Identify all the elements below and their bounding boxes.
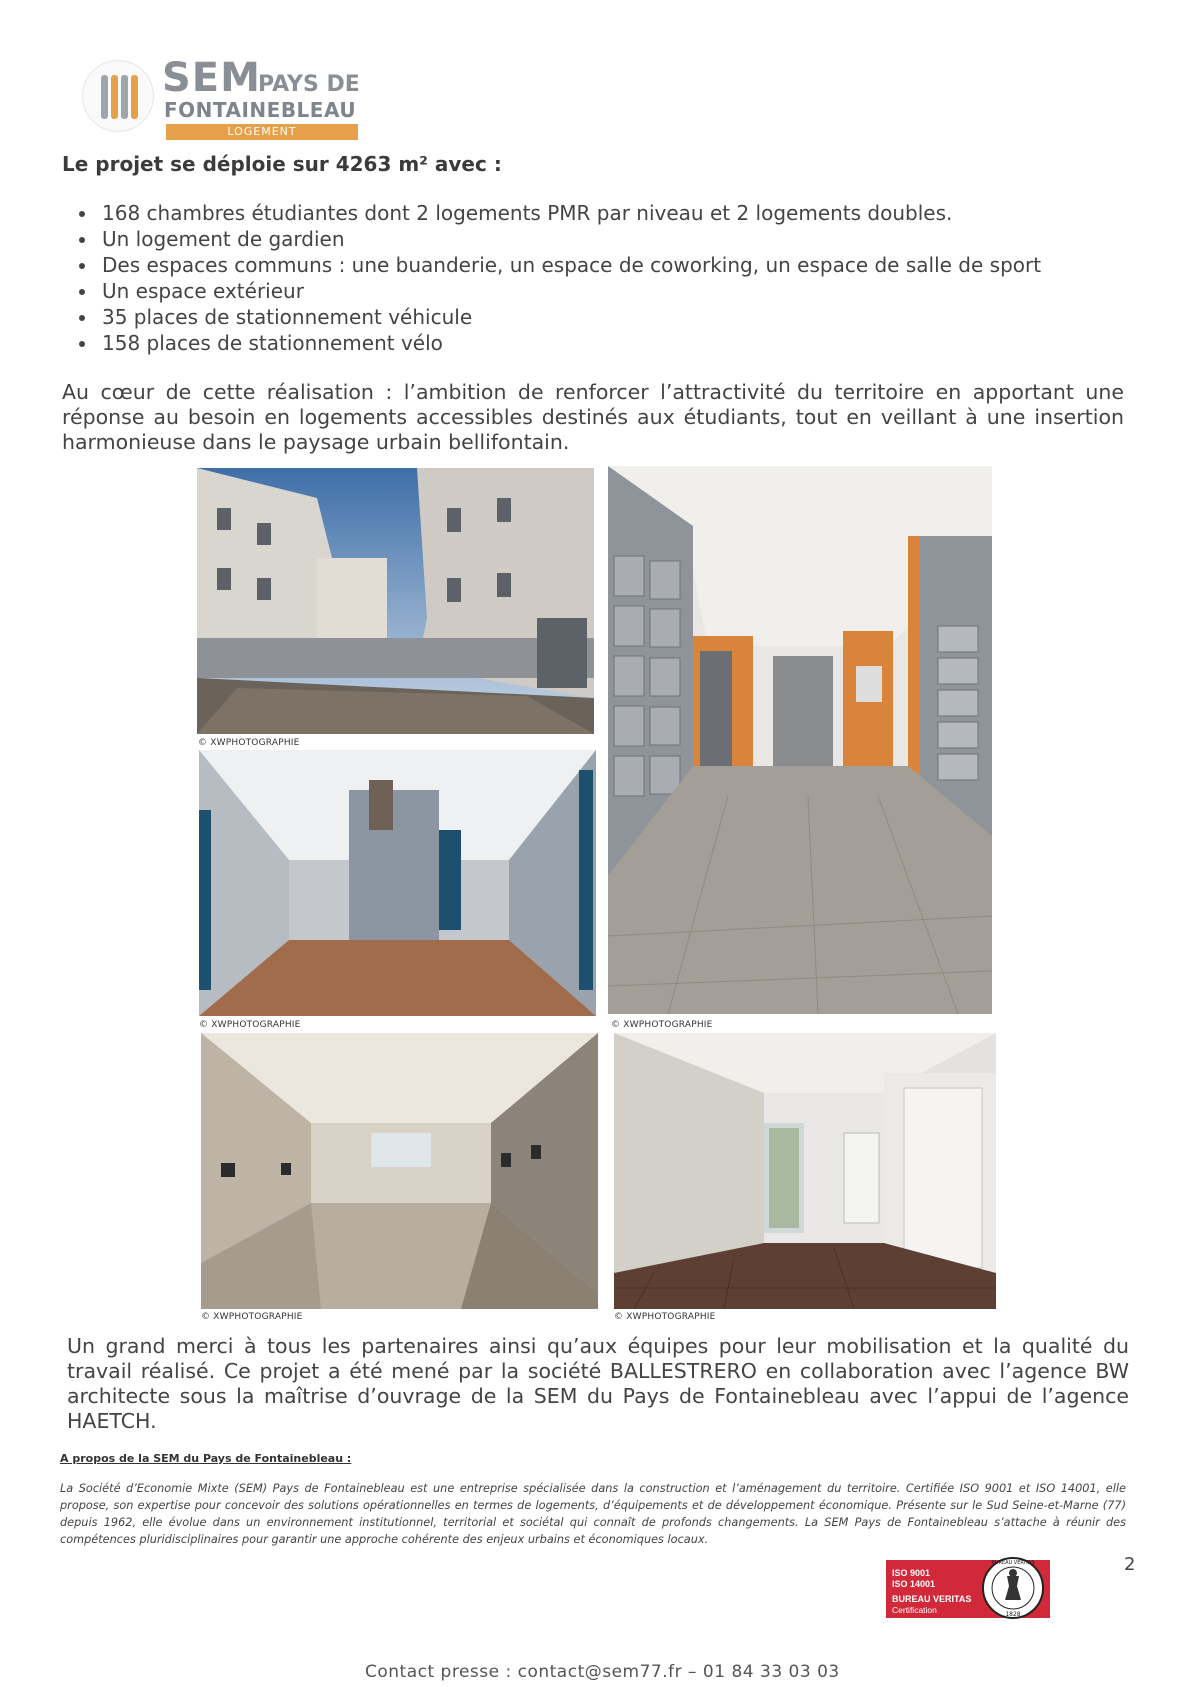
ambition-paragraph: Au cœur de cette réalisation : l’ambition de renforcer l’attractivité du territoire en apportant une réponse au besoin en logements accessibles destinés aux étudiants, tout en veillant à une insertion harmonieuse dans le paysage urbain bellifontain. [62, 380, 1124, 454]
logo-logement-band: LOGEMENT [166, 124, 358, 140]
logo-sem-text: SEM [162, 55, 261, 101]
section-heading: Le projet se déploie sur 4263 m² avec : [62, 152, 502, 176]
corridor-photo [199, 750, 596, 1016]
list-item: • 158 places de stationnement vélo [98, 330, 1158, 356]
logo-pays-text: PAYS DE [258, 72, 360, 97]
badge-bureau-veritas: BUREAU VERITAS [892, 1594, 972, 1604]
list-item: • Un espace extérieur [98, 278, 1158, 304]
photo-credit: © XWPHOTOGRAPHIE [614, 1312, 716, 1322]
photo-credit: © XWPHOTOGRAPHIE [611, 1020, 713, 1030]
photo-credit: © XWPHOTOGRAPHIE [198, 738, 300, 748]
seal-year-text: 1828 [1005, 1611, 1021, 1618]
sem-logo [82, 56, 372, 138]
press-contact: Contact presse : contact@sem77.fr – 01 84 33 03 03 [365, 1662, 840, 1682]
lobby-photo [608, 466, 992, 1014]
about-title: A propos de la SEM du Pays de Fontainebleau : [60, 1452, 352, 1465]
project-features-list [72, 200, 1158, 356]
page-number: 2 [1124, 1554, 1136, 1575]
courtyard-photo [197, 468, 594, 734]
certification-badge [886, 1556, 1050, 1622]
badge-iso9001: ISO 9001 [892, 1568, 931, 1578]
seal-top-text: BUREAU VERITAS [991, 1560, 1035, 1566]
list-item: • 35 places de stationnement véhicule [98, 304, 1158, 330]
thanks-paragraph: Un grand merci à tous les partenaires ainsi qu’aux équipes pour leur mobilisation et la qualité du travail réalisé. Ce projet a été mené par la société BALLESTRERO en collaboration avec l’agence BW architecte sous la maîtrise d’ouvrage de la SEM du Pays de Fontainebleau avec l’appui de l’agence HAETCH. [67, 1334, 1129, 1433]
list-item: • Des espaces communs : une buanderie, un espace de coworking, un espace de salle de sport [98, 252, 1158, 278]
room-photo [614, 1033, 996, 1309]
about-text: La Société d’Economie Mixte (SEM) Pays de Fontainebleau est une entreprise spécialisée dans la construction et l’aménagement du territoire. Certifiée ISO 9001 et ISO 14001, elle propose, son expertise pour concevoir des solutions opérationnelles en termes de logements, d’équipements et de développement économique. Présente sur le Sud Seine-et-Marne (77) depuis 1962, elle évolue dans un environnement institutionnel, territorial et sociétal qui connaît de profonds changements. La SEM Pays de Fontainebleau s’attache à réunir des compétences pluridisciplinaires pour garantir une approche cohérente des enjeux urbains et économiques locaux. [60, 1482, 1126, 1546]
list-item: • Un logement de gardien [98, 226, 1158, 252]
badge-certification: Certification [892, 1605, 937, 1615]
photo-credit: © XWPHOTOGRAPHIE [201, 1312, 303, 1322]
photo-credit: © XWPHOTOGRAPHIE [199, 1020, 301, 1030]
badge-iso14001: ISO 14001 [892, 1579, 936, 1589]
logo-emblem-icon [82, 60, 154, 132]
list-item: • 168 chambres étudiantes dont 2 logements PMR par niveau et 2 logements doubles. [98, 200, 1158, 226]
bureau-veritas-seal-icon [981, 1556, 1045, 1620]
logo-fontainebleau-text: FONTAINEBLEAU [164, 98, 357, 122]
laundry-photo [201, 1033, 598, 1309]
